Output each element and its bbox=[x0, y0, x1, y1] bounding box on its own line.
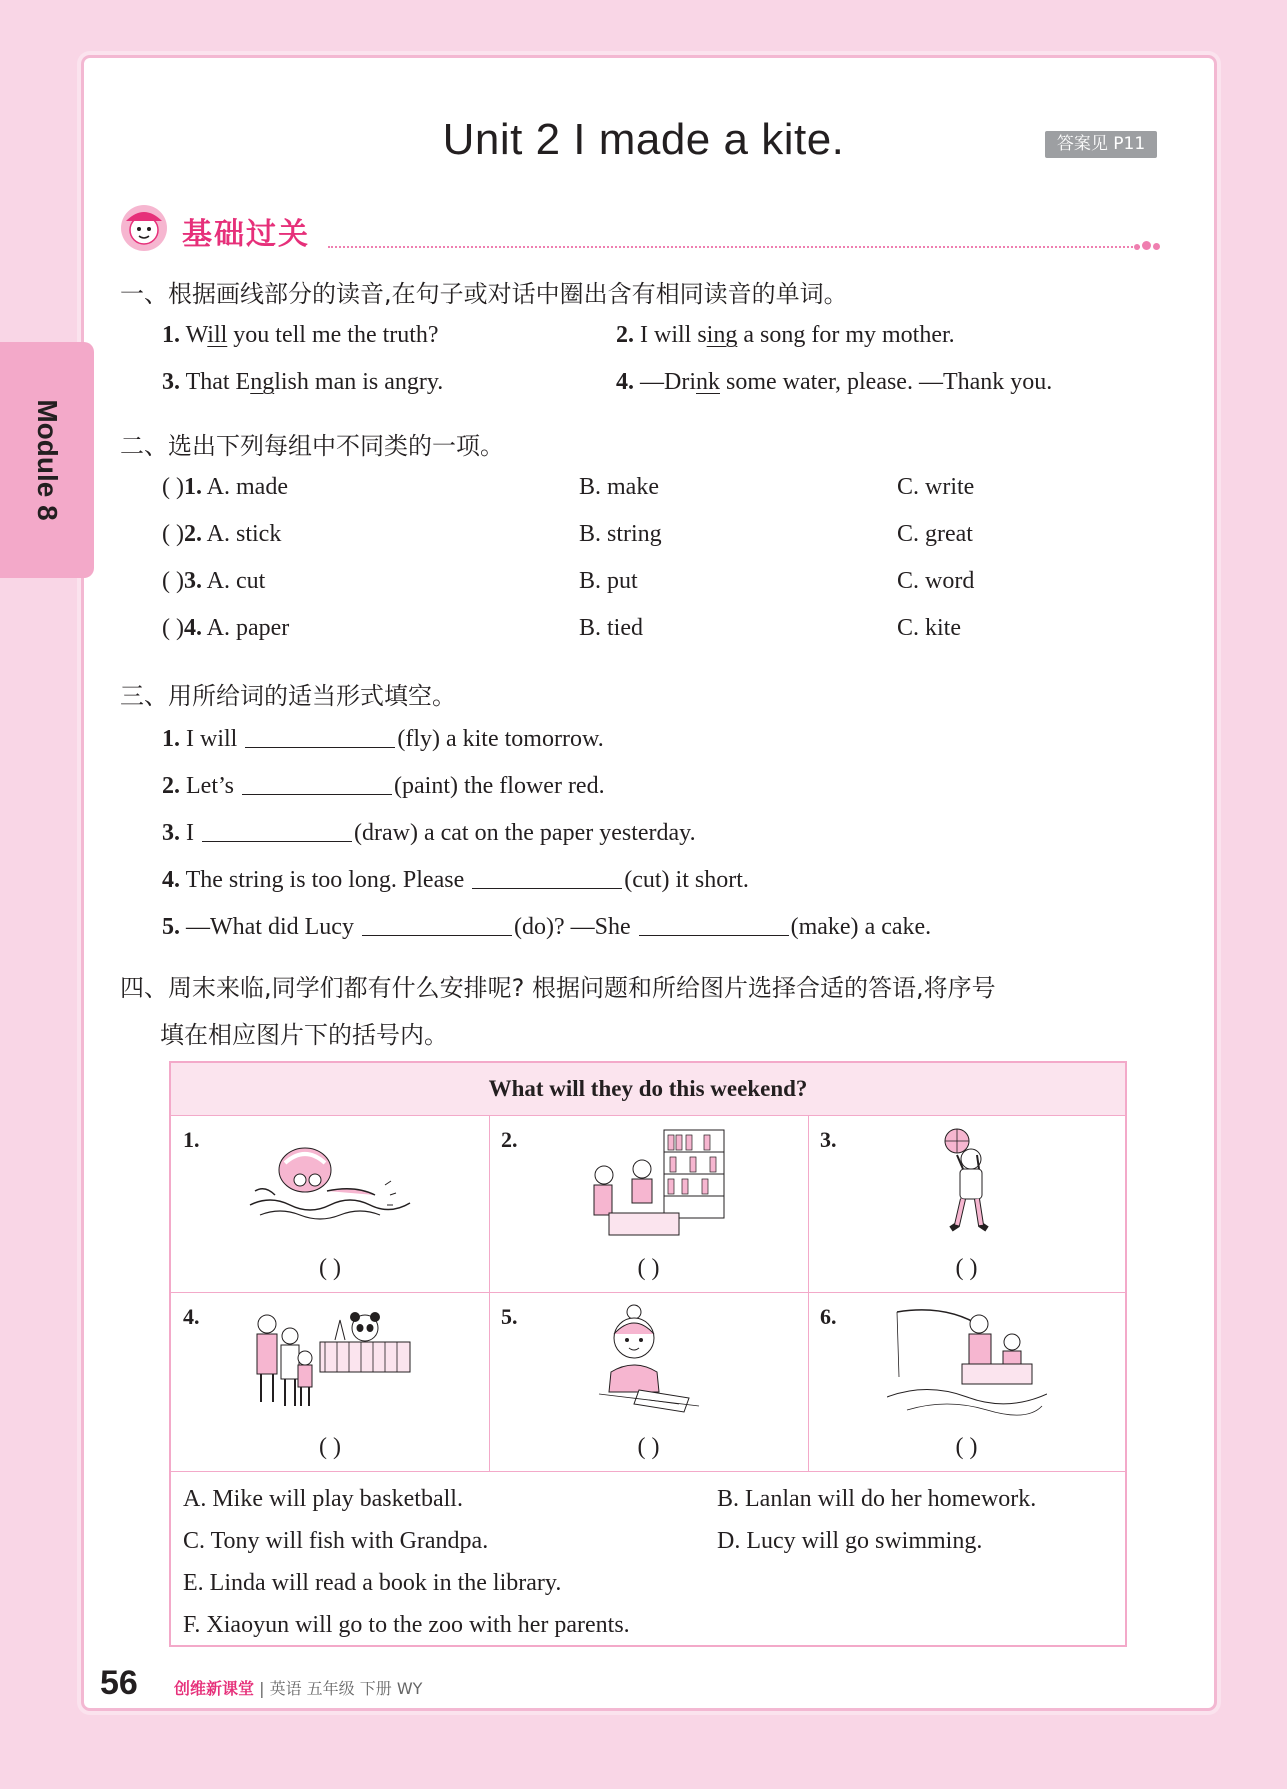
answer-paren[interactable]: ( ) bbox=[319, 1434, 341, 1460]
answer-paren[interactable]: ( ) bbox=[637, 1434, 660, 1460]
answer-paren[interactable]: ( ) bbox=[319, 1255, 341, 1281]
part4-heading-line2: 填在相应图片下的括号内。 bbox=[160, 1021, 448, 1049]
basketball-boy-icon bbox=[927, 1125, 1007, 1245]
answer-option-b: B. Lanlan will do her homework. bbox=[717, 1486, 1037, 1512]
swimming-girl-icon bbox=[245, 1125, 415, 1235]
part1-item-4: 4. —Drink some water, please. —Thank you. bbox=[616, 369, 1053, 395]
homework-girl-icon bbox=[589, 1302, 709, 1417]
page-number: 56 bbox=[100, 1664, 138, 1702]
part2-row-4: ( )4. A. paper bbox=[162, 615, 290, 641]
answer-option-e: E. Linda will read a book in the library. bbox=[183, 1570, 562, 1596]
part2-row-4-b: B. tied bbox=[579, 615, 643, 641]
mascot-icon bbox=[118, 203, 170, 253]
part2-row-4-c: C. kite bbox=[897, 615, 961, 641]
part2-row-1-b: B. make bbox=[579, 474, 659, 500]
module-tab-label: Module 8 bbox=[32, 399, 63, 521]
dotted-divider bbox=[328, 246, 1140, 248]
part2-row-1-c: C. write bbox=[897, 474, 975, 500]
part3-item-4: 4. The string is too long. Please (cut) it short. bbox=[162, 864, 749, 894]
part3-item-5: 5. —What did Lucy (do)? —She (make) a cake. bbox=[162, 911, 931, 941]
part2-row-3: ( )3. A. cut bbox=[162, 568, 266, 594]
picture-cell-1: 1. ( ) bbox=[171, 1115, 489, 1292]
answer-blank[interactable] bbox=[362, 911, 512, 936]
page-title: Unit 2 I made a kite. bbox=[442, 115, 845, 164]
part3-item-3: 3. I (draw) a cat on the paper yesterday. bbox=[162, 817, 696, 847]
answer-blank[interactable] bbox=[202, 817, 352, 842]
picture-cell-5: 5. ( ) bbox=[489, 1292, 808, 1471]
part1-item-2: 2. I will sing a song for my mother. bbox=[616, 322, 955, 348]
weekend-table bbox=[169, 1061, 1127, 1647]
part2-row-2-c: C. great bbox=[897, 521, 973, 547]
zoo-panda-family-icon bbox=[245, 1302, 415, 1417]
part2-row-1: ( )1. A. made bbox=[162, 474, 288, 500]
answer-blank[interactable] bbox=[245, 723, 395, 748]
footer-info: 创维新课堂 | 英语 五年级 下册 WY bbox=[174, 1679, 423, 1698]
picture-cell-2: 2. ( ) bbox=[489, 1115, 808, 1292]
fishing-grandpa-icon bbox=[887, 1302, 1047, 1420]
answer-paren[interactable]: ( ) bbox=[637, 1255, 660, 1281]
picture-cell-6: 6. ( ) bbox=[808, 1292, 1125, 1471]
answer-option-f: F. Xiaoyun will go to the zoo with her parents. bbox=[183, 1612, 630, 1638]
part2-row-2-b: B. string bbox=[579, 521, 662, 547]
part1-item-1: 1. Will you tell me the truth? bbox=[162, 322, 439, 348]
picture-cell-4: 4. ( ) bbox=[171, 1292, 489, 1471]
answer-paren[interactable]: ( ) bbox=[955, 1255, 978, 1281]
answer-paren[interactable]: ( ) bbox=[955, 1434, 978, 1460]
part2-row-3-b: B. put bbox=[579, 568, 638, 594]
part2-row-3-c: C. word bbox=[897, 568, 975, 594]
answer-option-a: A. Mike will play basketball. bbox=[183, 1486, 463, 1512]
part1-item-3: 3. That English man is angry. bbox=[162, 369, 444, 395]
answer-blank[interactable] bbox=[472, 864, 622, 889]
library-kids-icon bbox=[564, 1125, 734, 1243]
picture-cell-3: 3. ( ) bbox=[808, 1115, 1125, 1292]
answer-blank[interactable] bbox=[639, 911, 789, 936]
part4-heading-line1: 四、周末来临,同学们都有什么安排呢? 根据问题和所给图片选择合适的答语,将序号 bbox=[120, 974, 996, 1002]
part1-heading: 一、根据画线部分的读音,在句子或对话中圈出含有相同读音的单词。 bbox=[120, 280, 848, 308]
part2-heading: 二、选出下列每组中不同类的一项。 bbox=[120, 432, 504, 460]
part2-row-2: ( )2. A. stick bbox=[162, 521, 282, 547]
section-header bbox=[118, 203, 1160, 253]
answer-option-c: C. Tony will fish with Grandpa. bbox=[183, 1528, 489, 1554]
part3-heading: 三、用所给词的适当形式填空。 bbox=[120, 682, 456, 710]
module-tab bbox=[0, 342, 94, 578]
part3-item-1: 1. I will (fly) a kite tomorrow. bbox=[162, 723, 604, 753]
decor-dots bbox=[1134, 237, 1160, 255]
answer-blank[interactable] bbox=[242, 770, 392, 795]
answer-reference-badge: 答案见 P11 bbox=[1045, 131, 1157, 158]
section-title: 基础过关 bbox=[182, 217, 310, 252]
answer-option-d: D. Lucy will go swimming. bbox=[717, 1528, 983, 1554]
table-title: What will they do this weekend? bbox=[171, 1063, 1125, 1116]
part3-item-2: 2. Let’s (paint) the flower red. bbox=[162, 770, 605, 800]
